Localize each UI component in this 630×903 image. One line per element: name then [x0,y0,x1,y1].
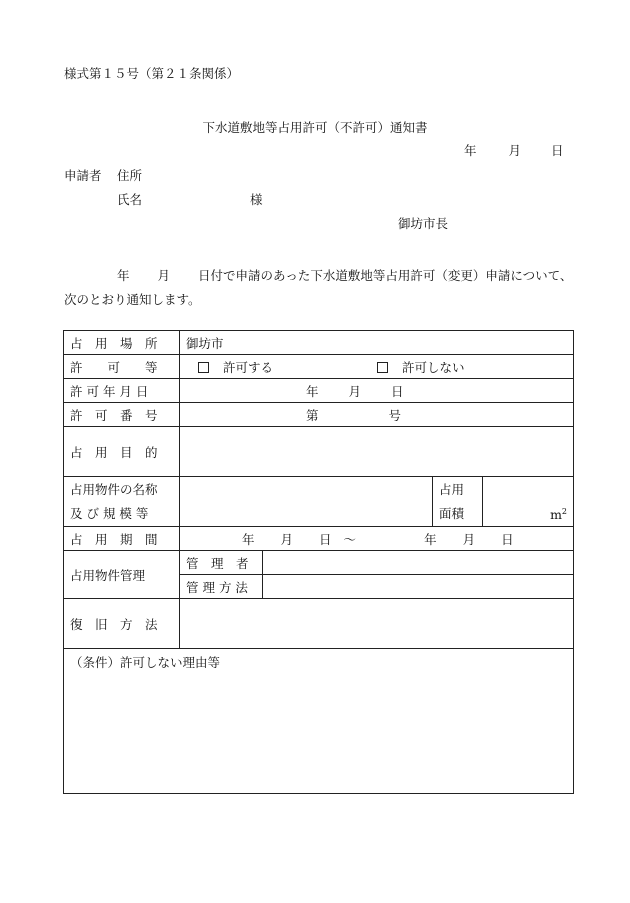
management-label: 占用物件管理 [64,551,180,599]
period-value [180,527,574,551]
period-end-day: 日 [501,531,514,547]
permit-year: 年 [306,383,319,399]
object-value[interactable] [180,477,433,527]
conditions-label: （条件）許可しない理由等 [70,655,221,670]
row-permit-date [64,379,574,403]
document-title: 下水道敷地等占用許可（不許可）通知書 [202,120,428,135]
address-label: 住所 [117,168,143,183]
body-year: 年 [117,268,130,283]
issue-date [464,141,564,159]
period-end-year: 年 [424,531,437,547]
permit-number-value [180,403,574,427]
row-management-manager [64,551,574,575]
restoration-label: 復 旧 方 法 [64,599,180,649]
area-unit: m [550,507,562,522]
object-label-line2: 及 び 規 模 等 [70,505,149,521]
manager-value[interactable] [263,551,574,575]
applicant-label: 申請者 [64,168,102,183]
method-label: 管 理 方 法 [180,575,263,599]
area-unit-sup: 2 [561,507,568,516]
name-label: 氏名 [117,192,143,207]
form-number: 様式第１５号（第２１条関係） [64,66,240,81]
permit-number-suffix: 号 [388,407,402,423]
permit-date-label: 許 可 年 月 日 [64,379,180,403]
body-text: 日付で申請のあった下水道敷地等占用許可（変更）申請について、次のとおり通知します。 [64,268,573,307]
location-value: 御坊市 [180,331,574,355]
permission-options [180,355,574,379]
permit-number-prefix: 第 [306,407,319,423]
issuer-name: 御坊市長 [398,216,449,231]
option-permit: 許可する [223,359,274,375]
body-month: 月 [157,268,171,283]
row-permit-number [64,403,574,427]
object-label-line1: 占用物件の名称 [70,481,158,497]
location-label: 占 用 場 所 [64,331,180,355]
date-year: 年 [464,143,477,158]
period-separator: ～ [343,531,357,547]
row-location [64,331,574,355]
honorific: 様 [250,192,263,207]
date-day: 日 [551,143,564,158]
row-period [64,527,574,551]
purpose-value[interactable] [180,427,574,477]
checkbox-permit[interactable] [198,362,209,373]
method-value[interactable] [263,575,574,599]
purpose-label: 占 用 目 的 [64,427,180,477]
area-label-line2: 面積 [439,505,465,521]
row-permission [64,355,574,379]
conditions-cell[interactable] [64,649,574,794]
manager-label: 管 理 者 [180,551,263,575]
object-label [64,477,180,527]
row-restoration [64,599,574,649]
permit-date-value [180,379,574,403]
notice-body [64,264,574,312]
area-value[interactable] [483,477,574,527]
period-start-year: 年 [242,531,255,547]
area-label-line1: 占用 [439,481,465,497]
restoration-value[interactable] [180,599,574,649]
area-label [433,477,483,527]
option-deny: 許可しない [401,359,465,375]
checkbox-deny[interactable] [377,362,388,373]
period-end-month: 月 [462,531,476,547]
date-month: 月 [508,143,522,158]
permission-label: 許 可 等 [64,355,180,379]
permit-details-table [63,330,574,794]
row-conditions [64,649,574,794]
period-start-month: 月 [280,531,294,547]
period-label: 占 用 期 間 [64,527,180,551]
row-purpose [64,427,574,477]
period-start-day: 日 [319,531,332,547]
permit-number-label: 許 可 番 号 [64,403,180,427]
permit-day: 日 [391,383,404,399]
row-object [64,477,574,527]
permit-month: 月 [348,383,362,399]
